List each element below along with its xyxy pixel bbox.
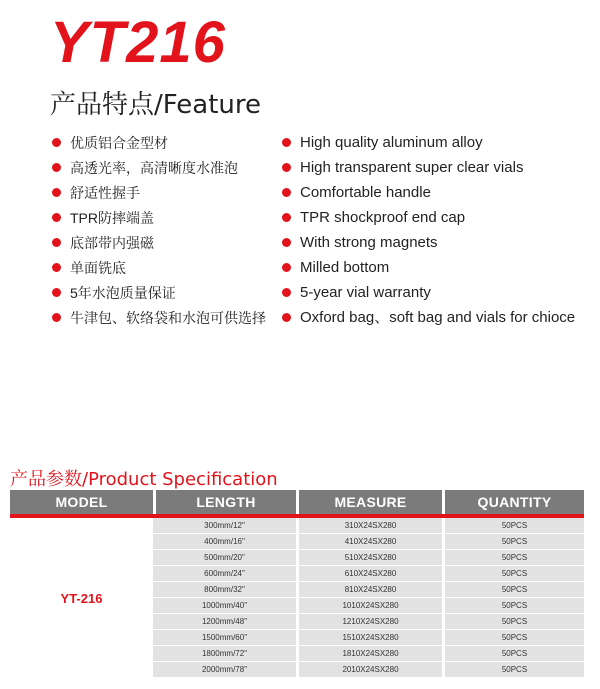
model-cell: YT-216 [10, 518, 153, 678]
length-cell: 500mm/20" [153, 550, 296, 566]
quantity-cell: 50PCS [442, 646, 584, 662]
spec-heading: 产品参数/Product Specification [10, 469, 278, 490]
quantity-cell: 50PCS [442, 518, 584, 534]
bullet-dot-icon [282, 138, 291, 147]
length-cell: 1000mm/40" [153, 598, 296, 614]
feature-cn-item: 优质铝合金型材 [52, 130, 267, 155]
bullet-dot-icon [52, 263, 61, 272]
spec-table [10, 490, 584, 678]
feature-en-item: Comfortable handle [282, 180, 592, 205]
feature-en-item: 5-year vial warranty [282, 280, 592, 305]
feature-cn-item: 单面铣底 [52, 255, 267, 280]
quantity-cell: 50PCS [442, 662, 584, 678]
feature-en-item: High transparent super clear vials [282, 155, 592, 180]
measure-cell: 810X24SX280 [296, 582, 442, 598]
measure-cell: 1810X24SX280 [296, 646, 442, 662]
feature-en-item: With strong magnets [282, 230, 592, 255]
measure-cell: 610X24SX280 [296, 566, 442, 582]
header-model: MODEL [10, 490, 153, 514]
quantity-cell: 50PCS [442, 550, 584, 566]
measure-cell: 310X24SX280 [296, 518, 442, 534]
feature-cn-item: 高透光率，高清晰度水准泡 [52, 155, 267, 180]
length-cell: 600mm/24" [153, 566, 296, 582]
features-en-list [282, 130, 592, 330]
feature-en-item: High quality aluminum alloy [282, 130, 592, 155]
length-cell: 800mm/32" [153, 582, 296, 598]
model-title: YT216 [50, 10, 226, 75]
table-row [10, 518, 584, 534]
bullet-dot-icon [282, 163, 291, 172]
bullet-dot-icon [282, 288, 291, 297]
length-cell: 300mm/12" [153, 518, 296, 534]
bullet-dot-icon [282, 313, 291, 322]
bullet-dot-icon [282, 263, 291, 272]
bullet-dot-icon [52, 163, 61, 172]
bullet-dot-icon [282, 238, 291, 247]
measure-cell: 410X24SX280 [296, 534, 442, 550]
header-quantity: QUANTITY [442, 490, 584, 514]
header-measure: MEASURE [296, 490, 442, 514]
feature-en-item: TPR shockproof end cap [282, 205, 592, 230]
quantity-cell: 50PCS [442, 582, 584, 598]
bullet-dot-icon [282, 213, 291, 222]
bullet-dot-icon [52, 188, 61, 197]
bullet-dot-icon [52, 313, 61, 322]
feature-cn-item: 牛津包、软络袋和水泡可供选择 [52, 305, 267, 330]
table-header-row [10, 490, 584, 514]
length-cell: 2000mm/78" [153, 662, 296, 678]
measure-cell: 2010X24SX280 [296, 662, 442, 678]
quantity-cell: 50PCS [442, 534, 584, 550]
feature-cn-item: 舒适性握手 [52, 180, 267, 205]
length-cell: 1500mm/60" [153, 630, 296, 646]
quantity-cell: 50PCS [442, 614, 584, 630]
bullet-dot-icon [52, 238, 61, 247]
measure-cell: 1010X24SX280 [296, 598, 442, 614]
quantity-cell: 50PCS [442, 630, 584, 646]
feature-en-item: Oxford bag、soft bag and vials for chioce [282, 305, 592, 330]
quantity-cell: 50PCS [442, 598, 584, 614]
bullet-dot-icon [52, 138, 61, 147]
length-cell: 400mm/16" [153, 534, 296, 550]
feature-cn-item: 5年水泡质量保证 [52, 280, 267, 305]
length-cell: 1800mm/72" [153, 646, 296, 662]
length-cell: 1200mm/48" [153, 614, 296, 630]
bullet-dot-icon [282, 188, 291, 197]
bullet-dot-icon [52, 213, 61, 222]
measure-cell: 1210X24SX280 [296, 614, 442, 630]
feature-cn-item: 底部带内强磁 [52, 230, 267, 255]
bullet-dot-icon [52, 288, 61, 297]
feature-cn-item: TPR防摔端盖 [52, 205, 267, 230]
header-length: LENGTH [153, 490, 296, 514]
quantity-cell: 50PCS [442, 566, 584, 582]
feature-heading: 产品特点/Feature [50, 90, 262, 120]
feature-en-item: Milled bottom [282, 255, 592, 280]
measure-cell: 510X24SX280 [296, 550, 442, 566]
measure-cell: 1510X24SX280 [296, 630, 442, 646]
features-cn-list [52, 130, 267, 330]
